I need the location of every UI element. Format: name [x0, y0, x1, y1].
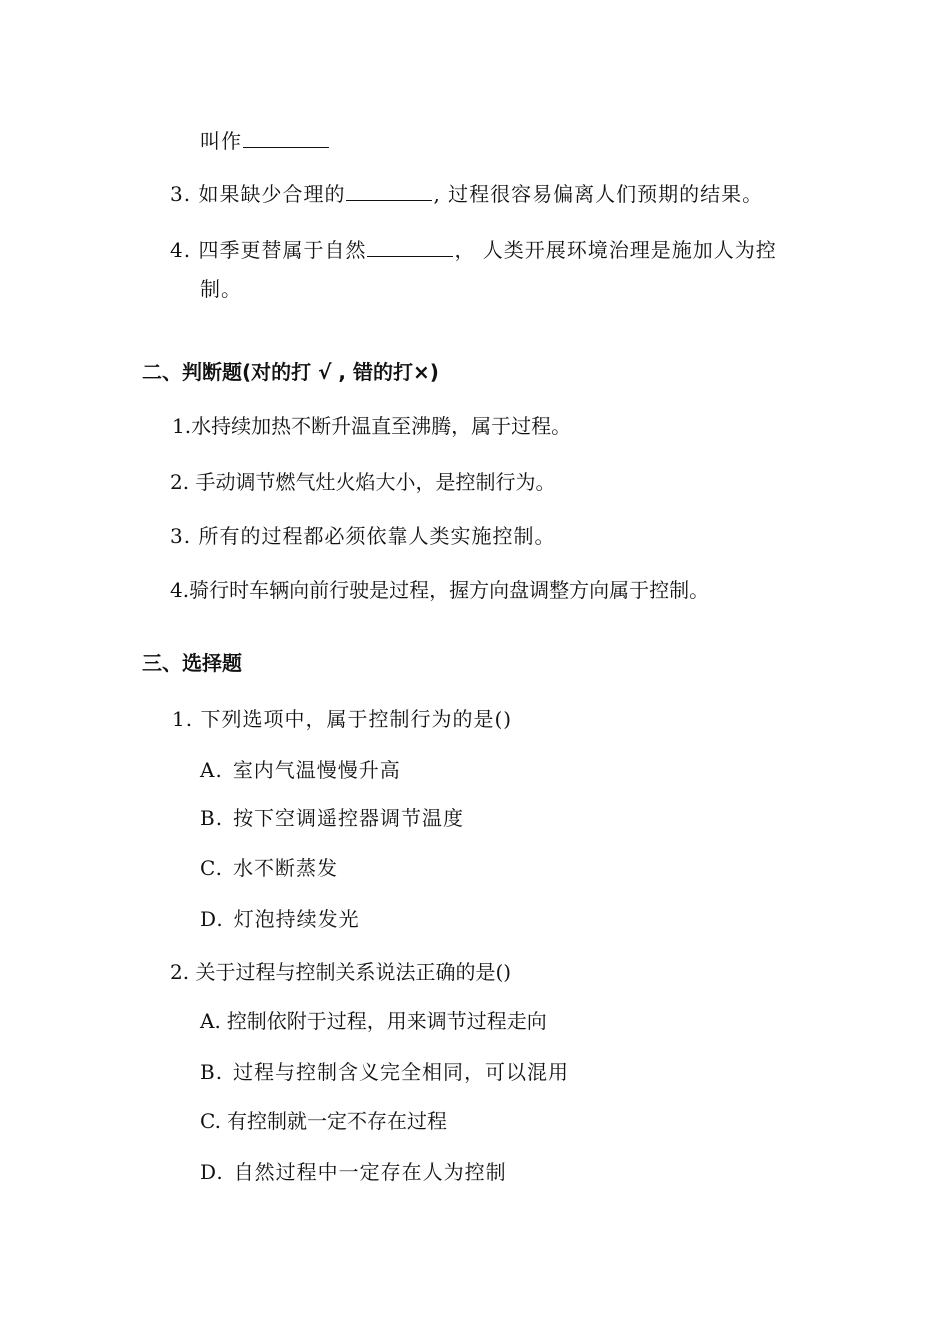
fill-in-q4-text-after: ， 人类开展环境治理是施加人为控	[454, 238, 777, 262]
fill-in-q3-text-before: 如果缺少合理的	[198, 182, 346, 206]
option-text: 过程与控制含义完全相同，可以混用	[233, 1060, 570, 1084]
question-text: 下列选项中，属于控制行为的是()	[200, 707, 513, 731]
fill-in-q2-cont-text: 叫作	[200, 129, 242, 153]
option-label: D.	[200, 907, 224, 931]
option-label: C.	[200, 1109, 221, 1133]
question-number: 3.	[170, 524, 192, 548]
question-number: 3.	[170, 182, 192, 206]
choice-option[interactable]	[200, 805, 464, 831]
question-text: 水持续加热不断升温直至沸腾，属于过程。	[191, 414, 572, 438]
choice-option[interactable]	[200, 757, 401, 783]
question-text: 骑行时车辆向前行驶是过程，握方向盘调整方向属于控制。	[189, 578, 710, 602]
option-label: B.	[200, 1060, 224, 1084]
choice-option[interactable]	[200, 1059, 569, 1085]
option-text: 灯泡持续发光	[233, 907, 360, 931]
question-number: 2.	[170, 960, 190, 984]
true-false-item	[172, 413, 571, 439]
true-false-item	[170, 523, 555, 549]
option-text: 自然过程中一定存在人为控制	[233, 1160, 507, 1184]
option-label: A.	[200, 1009, 221, 1033]
question-number: 4.	[170, 238, 192, 262]
choice-question	[170, 959, 511, 985]
option-text: 控制依附于过程，用来调节过程走向	[226, 1009, 547, 1033]
question-text: 所有的过程都必须依靠人类实施控制。	[198, 524, 556, 548]
answer-blank[interactable]	[346, 182, 432, 201]
option-label: B.	[200, 806, 224, 830]
fill-in-q4-text-before: 四季更替属于自然	[198, 238, 367, 262]
option-label: C.	[200, 856, 223, 880]
section-heading-choice: 三、选择题	[142, 651, 242, 675]
question-number: 1.	[172, 707, 194, 731]
true-false-item	[170, 577, 709, 603]
fill-in-q2-continuation	[200, 128, 330, 154]
option-text: 按下空调遥控器调节温度	[233, 806, 465, 830]
choice-option[interactable]	[200, 906, 360, 932]
choice-option[interactable]	[200, 855, 338, 881]
fill-in-q4-cont-text: 制。	[200, 277, 242, 301]
question-number: 2.	[170, 470, 190, 494]
fill-in-q4-continuation	[200, 276, 242, 302]
answer-blank[interactable]	[367, 238, 453, 257]
choice-question	[172, 706, 512, 732]
choice-option[interactable]	[200, 1159, 507, 1185]
option-label: A.	[200, 758, 223, 782]
option-label: D.	[200, 1160, 224, 1184]
option-text: 有控制就一定不存在过程	[226, 1109, 447, 1133]
choice-option[interactable]	[200, 1008, 547, 1034]
question-text: 手动调节燃气灶火焰大小，是控制行为。	[195, 470, 556, 494]
option-text: 水不断蒸发	[232, 856, 338, 880]
question-number: 1.	[172, 414, 192, 438]
choice-option[interactable]	[200, 1108, 447, 1134]
option-text: 室内气温慢慢升高	[232, 758, 401, 782]
question-number: 4.	[170, 578, 190, 602]
question-text: 关于过程与控制关系说法正确的是()	[195, 960, 512, 984]
fill-in-q3-text-after: , 过程很容易偏离人们预期的结果。	[433, 182, 764, 206]
true-false-item	[170, 469, 555, 495]
fill-in-q4	[170, 237, 777, 263]
fill-in-q3	[170, 181, 763, 207]
section-heading-true-false: 二、判断题(对的打 √ , 错的打×)	[142, 360, 439, 384]
answer-blank[interactable]	[243, 129, 329, 148]
